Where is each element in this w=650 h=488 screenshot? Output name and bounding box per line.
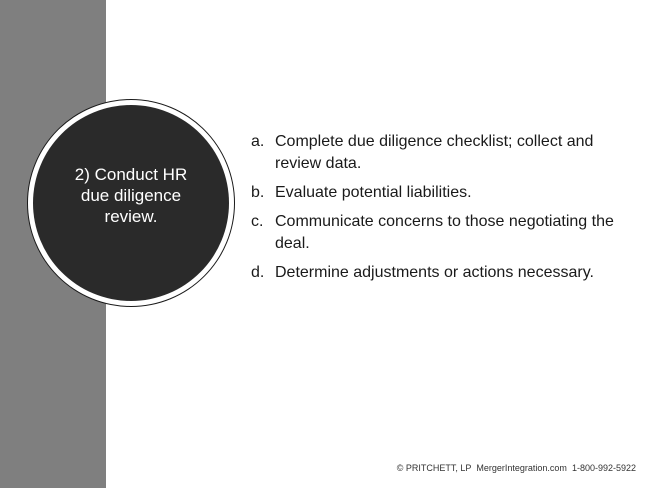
circle-heading xyxy=(66,164,196,227)
step-item-b xyxy=(250,182,635,204)
footer-website: MergerIntegration.com xyxy=(476,463,567,473)
circle-heading-line-3: review. xyxy=(104,206,158,226)
step-item-a xyxy=(250,131,635,175)
step-text-c: Communicate concerns to those negotiating the deal. xyxy=(275,213,614,252)
circle-heading-line-2: due diligence xyxy=(80,185,182,205)
step-marker-c: c. xyxy=(251,213,264,230)
circle-badge xyxy=(28,100,234,306)
step-item-c xyxy=(250,211,635,255)
footer-phone: 1-800-992-5922 xyxy=(571,463,636,473)
step-marker-b: b. xyxy=(251,184,265,201)
step-text-a: Complete due diligence checklist; collect and review data. xyxy=(275,133,594,172)
footer xyxy=(397,463,636,474)
footer-copyright: © PRITCHETT, LP xyxy=(396,463,472,473)
step-list xyxy=(250,131,635,291)
circle-heading-line-1: 2) Conduct HR xyxy=(74,164,188,184)
step-item-d xyxy=(250,262,635,284)
step-text-b: Evaluate potential liabilities. xyxy=(275,184,472,201)
step-marker-a: a. xyxy=(251,133,265,150)
step-marker-d: d. xyxy=(251,264,265,281)
circle-badge-fill xyxy=(33,105,229,301)
step-text-d: Determine adjustments or actions necessary. xyxy=(275,264,594,281)
